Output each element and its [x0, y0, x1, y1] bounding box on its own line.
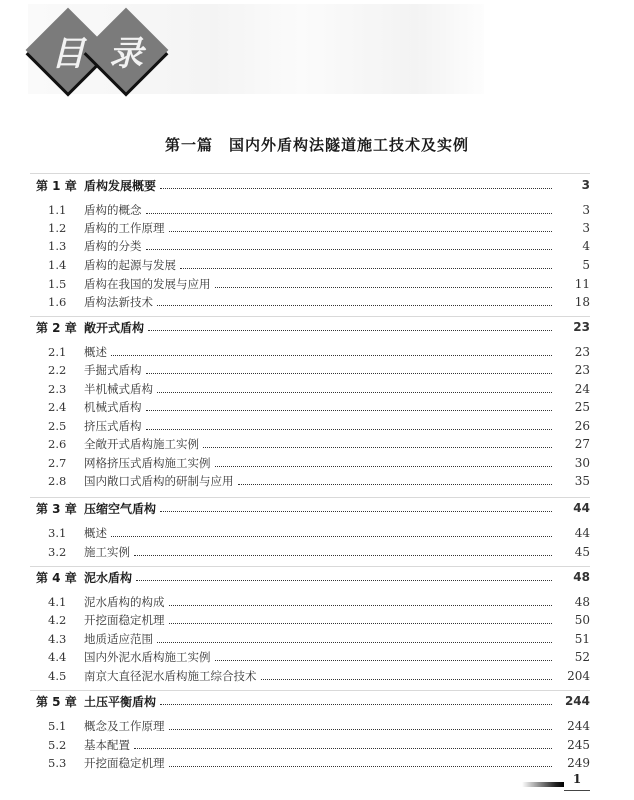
section-title: 盾构的概念 — [84, 203, 142, 217]
chapter-number: 第 5 章 — [36, 694, 77, 709]
page-number: 249 — [567, 756, 590, 770]
section-number: 2.4 — [48, 400, 67, 414]
page-number: 51 — [574, 632, 590, 646]
section-title: 开挖面稳定机理 — [84, 756, 165, 770]
section-title: 开挖面稳定机理 — [84, 613, 165, 627]
section-number: 5.3 — [48, 756, 67, 770]
toc-section[interactable] — [0, 736, 634, 754]
section-number: 4.3 — [48, 632, 67, 646]
toc-section[interactable] — [0, 524, 634, 542]
toc-chapter-1[interactable] — [0, 176, 634, 194]
dot-leader — [169, 604, 553, 606]
toc-section[interactable] — [0, 201, 634, 219]
dot-leader — [215, 659, 553, 661]
dot-leader — [160, 187, 552, 189]
section-number: 1.4 — [48, 258, 67, 272]
toc-section[interactable] — [0, 472, 634, 490]
section-number: 2.3 — [48, 382, 67, 396]
section-number: 2.1 — [48, 345, 67, 359]
section-number: 2.8 — [48, 474, 67, 488]
page-number: 244 — [567, 719, 590, 733]
section-number: 4.5 — [48, 669, 67, 683]
footer-page-number: 1 — [572, 772, 582, 786]
page-number: 23 — [574, 345, 590, 359]
dot-leader — [111, 535, 552, 537]
section-number: 4.1 — [48, 595, 67, 609]
toc-section[interactable] — [0, 543, 634, 561]
toc-section[interactable] — [0, 398, 634, 416]
dot-leader — [136, 579, 552, 581]
page-number: 3 — [582, 221, 590, 235]
section-number: 2.7 — [48, 456, 67, 470]
page-number: 18 — [574, 295, 590, 309]
section-number: 2.2 — [48, 363, 67, 377]
part-title: 第一篇 国内外盾构法隧道施工技术及实例 — [164, 136, 469, 154]
dot-leader — [203, 446, 552, 448]
chapter-number: 第 3 章 — [36, 501, 77, 516]
dot-leader — [146, 212, 553, 214]
dot-leader — [215, 465, 553, 467]
toc-section[interactable] — [0, 361, 634, 379]
page-number: 52 — [574, 650, 590, 664]
chapter-separator — [30, 316, 590, 317]
section-number: 3.2 — [48, 545, 67, 559]
toc-chapter-2[interactable] — [0, 318, 634, 336]
toc-section[interactable] — [0, 630, 634, 648]
title-char-mu: 目 — [51, 33, 85, 74]
chapter-separator — [30, 173, 590, 174]
page-number: 27 — [574, 437, 590, 451]
footer-gradient-bar — [522, 782, 564, 787]
section-title: 国内外泥水盾构施工实例 — [84, 650, 211, 664]
toc-section[interactable] — [0, 454, 634, 472]
toc-section[interactable] — [0, 293, 634, 311]
chapter-separator — [30, 690, 590, 691]
page-number: 50 — [574, 613, 590, 627]
chapter-title: 土压平衡盾构 — [84, 694, 157, 709]
section-title: 手掘式盾构 — [84, 363, 142, 377]
section-number: 2.5 — [48, 419, 67, 433]
toc-section[interactable] — [0, 237, 634, 255]
dot-leader — [215, 286, 553, 288]
page-number: 48 — [573, 570, 590, 584]
section-number: 1.3 — [48, 239, 67, 253]
section-title: 盾构法新技术 — [84, 295, 153, 309]
dot-leader — [157, 641, 552, 643]
section-title: 施工实例 — [84, 545, 130, 559]
section-title: 国内敞口式盾构的研制与应用 — [84, 474, 234, 488]
toc-section[interactable] — [0, 611, 634, 629]
footer-underline — [564, 790, 590, 791]
section-number: 4.2 — [48, 613, 67, 627]
dot-leader — [169, 622, 553, 624]
chapter-separator — [30, 566, 590, 567]
section-number: 5.2 — [48, 738, 67, 752]
page-number: 44 — [573, 501, 590, 515]
dot-leader — [238, 483, 553, 485]
section-title: 基本配置 — [84, 738, 130, 752]
chapter-number: 第 4 章 — [36, 570, 77, 585]
chapter-title: 盾构发展概要 — [84, 178, 157, 193]
section-title: 盾构在我国的发展与应用 — [84, 277, 211, 291]
toc-section[interactable] — [0, 754, 634, 772]
section-title: 南京大直径泥水盾构施工综合技术 — [84, 669, 257, 683]
dot-leader — [169, 728, 553, 730]
dot-leader — [146, 372, 553, 374]
toc-section[interactable] — [0, 343, 634, 361]
section-title: 盾构的工作原理 — [84, 221, 165, 235]
chapter-title: 压缩空气盾构 — [84, 501, 157, 516]
section-title: 机械式盾构 — [84, 400, 142, 414]
toc-chapter-4[interactable] — [0, 568, 634, 586]
dot-leader — [169, 765, 553, 767]
chapter-title: 泥水盾构 — [84, 570, 133, 585]
page-number: 244 — [564, 694, 590, 708]
section-title: 盾构的起源与发展 — [84, 258, 176, 272]
dot-leader — [134, 554, 552, 556]
page-number: 24 — [574, 382, 590, 396]
dot-leader — [134, 747, 552, 749]
page-number: 3 — [582, 203, 590, 217]
toc-chapter-5[interactable] — [0, 692, 634, 710]
dot-leader — [146, 409, 553, 411]
toc-section[interactable] — [0, 717, 634, 735]
section-number: 4.4 — [48, 650, 67, 664]
page-number: 23 — [574, 363, 590, 377]
page-number: 4 — [582, 239, 590, 253]
section-title: 网格挤压式盾构施工实例 — [84, 456, 211, 470]
page-number: 45 — [574, 545, 590, 559]
page-number: 23 — [573, 320, 590, 334]
toc-section[interactable] — [0, 648, 634, 666]
dot-leader — [160, 510, 552, 512]
page-number: 26 — [574, 419, 590, 433]
section-title: 概述 — [84, 526, 107, 540]
toc-section[interactable] — [0, 380, 634, 398]
section-number: 5.1 — [48, 719, 67, 733]
section-title: 半机械式盾构 — [84, 382, 153, 396]
chapter-title: 敞开式盾构 — [84, 320, 145, 335]
dot-leader — [148, 329, 552, 331]
section-title: 概述 — [84, 345, 107, 359]
dot-leader — [180, 267, 552, 269]
toc-section[interactable] — [0, 417, 634, 435]
dot-leader — [111, 354, 552, 356]
dot-leader — [157, 391, 552, 393]
toc-section[interactable] — [0, 435, 634, 453]
section-number: 3.1 — [48, 526, 67, 540]
toc-section[interactable] — [0, 275, 634, 293]
page-number: 5 — [582, 258, 590, 272]
dot-leader — [146, 248, 553, 250]
chapter-number: 第 1 章 — [36, 178, 77, 193]
toc-section[interactable] — [0, 667, 634, 685]
title-char-lu: 录 — [109, 33, 143, 74]
section-number: 1.5 — [48, 277, 67, 291]
page-number: 30 — [574, 456, 590, 470]
section-number: 1.2 — [48, 221, 67, 235]
page-number: 3 — [581, 178, 590, 192]
section-title: 全敞开式盾构施工实例 — [84, 437, 199, 451]
page-number: 11 — [574, 277, 590, 291]
dot-leader — [157, 304, 552, 306]
dot-leader — [169, 230, 553, 232]
dot-leader — [146, 428, 553, 430]
dot-leader — [261, 678, 553, 680]
page-number: 245 — [567, 738, 590, 752]
toc-chapter-3[interactable] — [0, 499, 634, 517]
section-title: 地质适应范围 — [84, 632, 153, 646]
section-number: 1.6 — [48, 295, 67, 309]
page-number: 35 — [574, 474, 590, 488]
section-title: 盾构的分类 — [84, 239, 142, 253]
page-number: 44 — [574, 526, 590, 540]
chapter-number: 第 2 章 — [36, 320, 77, 335]
toc-section[interactable] — [0, 219, 634, 237]
page-number: 25 — [574, 400, 590, 414]
section-title: 泥水盾构的构成 — [84, 595, 165, 609]
section-title: 概念及工作原理 — [84, 719, 165, 733]
section-number: 1.1 — [48, 203, 67, 217]
page-number: 204 — [567, 669, 590, 683]
section-number: 2.6 — [48, 437, 67, 451]
toc-section[interactable] — [0, 256, 634, 274]
page-number: 48 — [574, 595, 590, 609]
dot-leader — [160, 703, 552, 705]
section-title: 挤压式盾构 — [84, 419, 142, 433]
toc-section[interactable] — [0, 593, 634, 611]
chapter-separator — [30, 497, 590, 498]
